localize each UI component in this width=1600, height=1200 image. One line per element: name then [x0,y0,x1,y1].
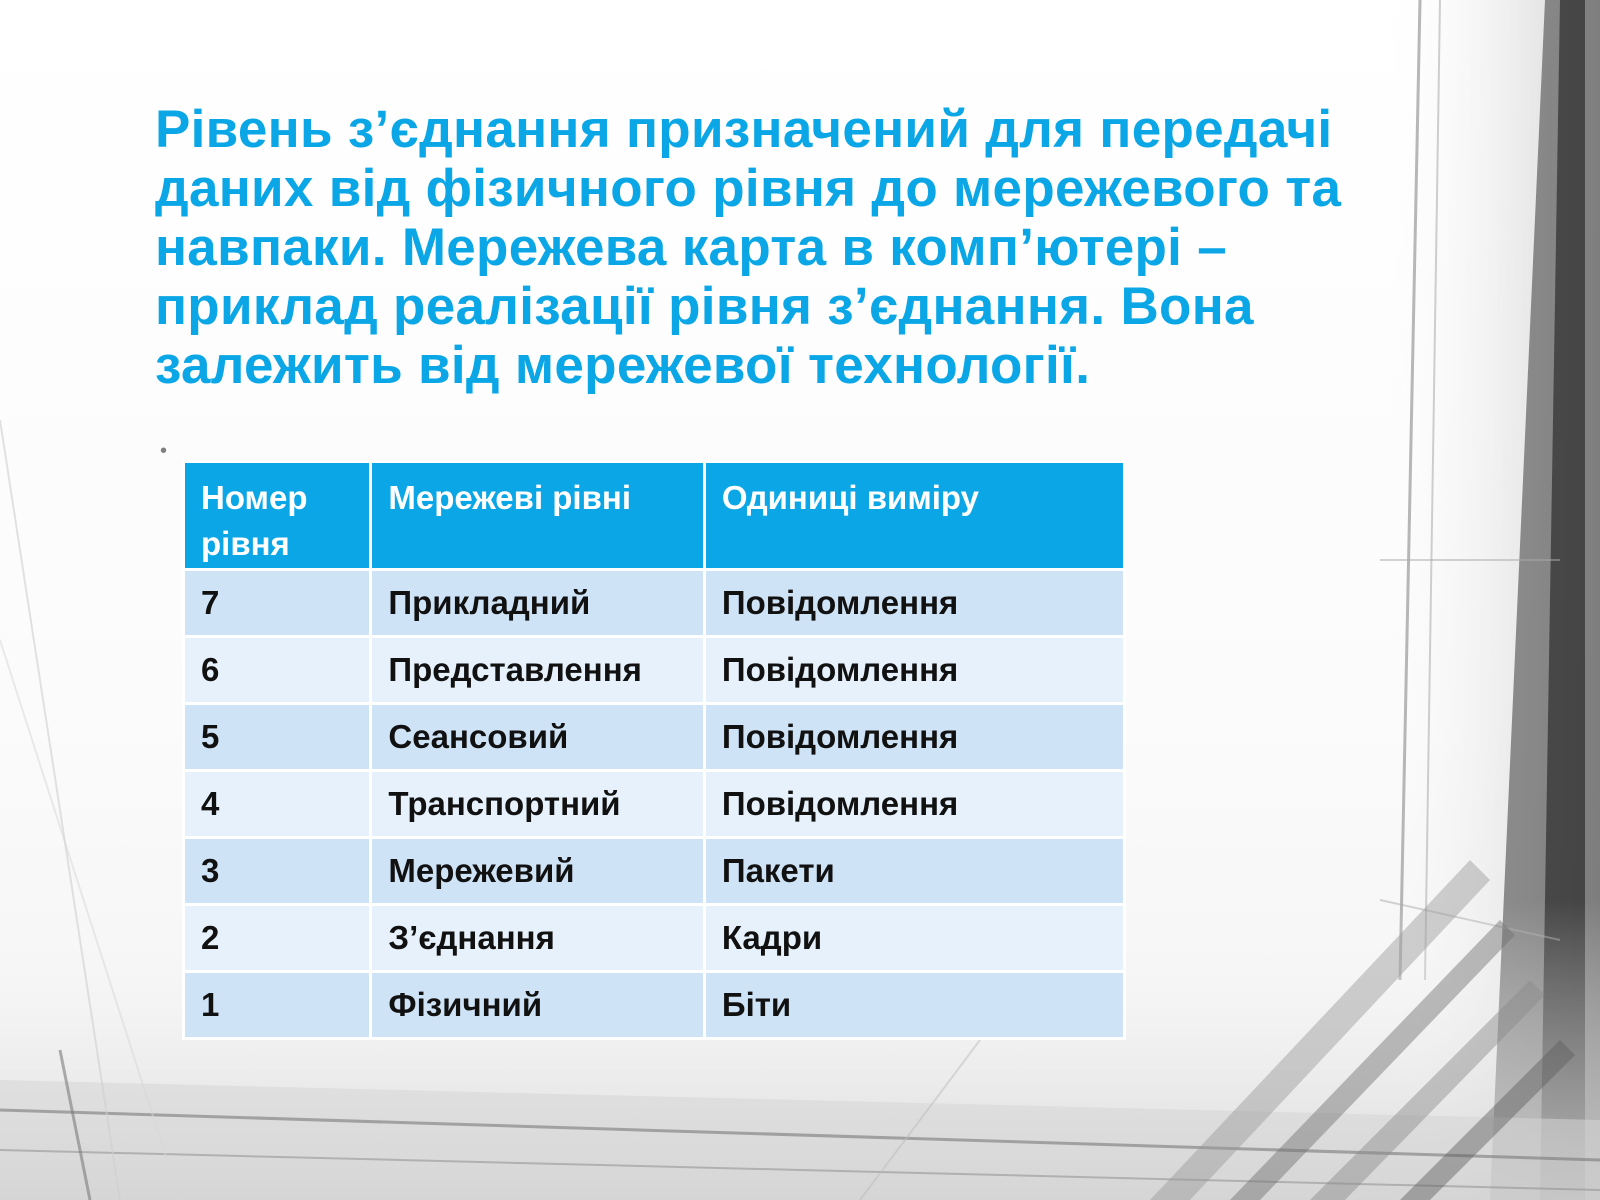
level-name-cell: Транспортний [371,771,704,838]
table-row [184,637,1125,704]
level-number-cell: 4 [184,771,371,838]
level-number-cell: 1 [184,972,371,1039]
unit-cell: Біти [704,972,1124,1039]
level-number-cell: 5 [184,704,371,771]
unit-cell: Повідомлення [704,570,1124,637]
table-row [184,570,1125,637]
level-name-cell: Фізичний [371,972,704,1039]
level-number-cell: 3 [184,838,371,905]
unit-cell: Повідомлення [704,704,1124,771]
table-header-row [184,462,1125,570]
level-name-cell: Мережевий [371,838,704,905]
table-row [184,905,1125,972]
unit-cell: Повідомлення [704,771,1124,838]
level-name-cell: Прикладний [371,570,704,637]
slide-title: Рівень з’єднання призначений для передачі даних від фізичного рівня до мережевого та навпаки. Мережева карта в комп’ютері – приклад реалізації рівня з’єднання. Вона залежить від мережевої технології. [155,100,1342,395]
network-levels-table [182,460,1126,1040]
table-row [184,771,1125,838]
header-level-number: Номер рівня [184,462,371,570]
bullet-point: • [160,440,168,462]
level-name-cell: Представлення [371,637,704,704]
level-number-cell: 7 [184,570,371,637]
table-row [184,972,1125,1039]
header-units: Одиниці виміру [704,462,1124,570]
header-network-levels: Мережеві рівні [371,462,704,570]
table-row [184,838,1125,905]
unit-cell: Повідомлення [704,637,1124,704]
table-row [184,704,1125,771]
level-name-cell: З’єднання [371,905,704,972]
level-name-cell: Сеансовий [371,704,704,771]
unit-cell: Кадри [704,905,1124,972]
level-number-cell: 2 [184,905,371,972]
unit-cell: Пакети [704,838,1124,905]
level-number-cell: 6 [184,637,371,704]
